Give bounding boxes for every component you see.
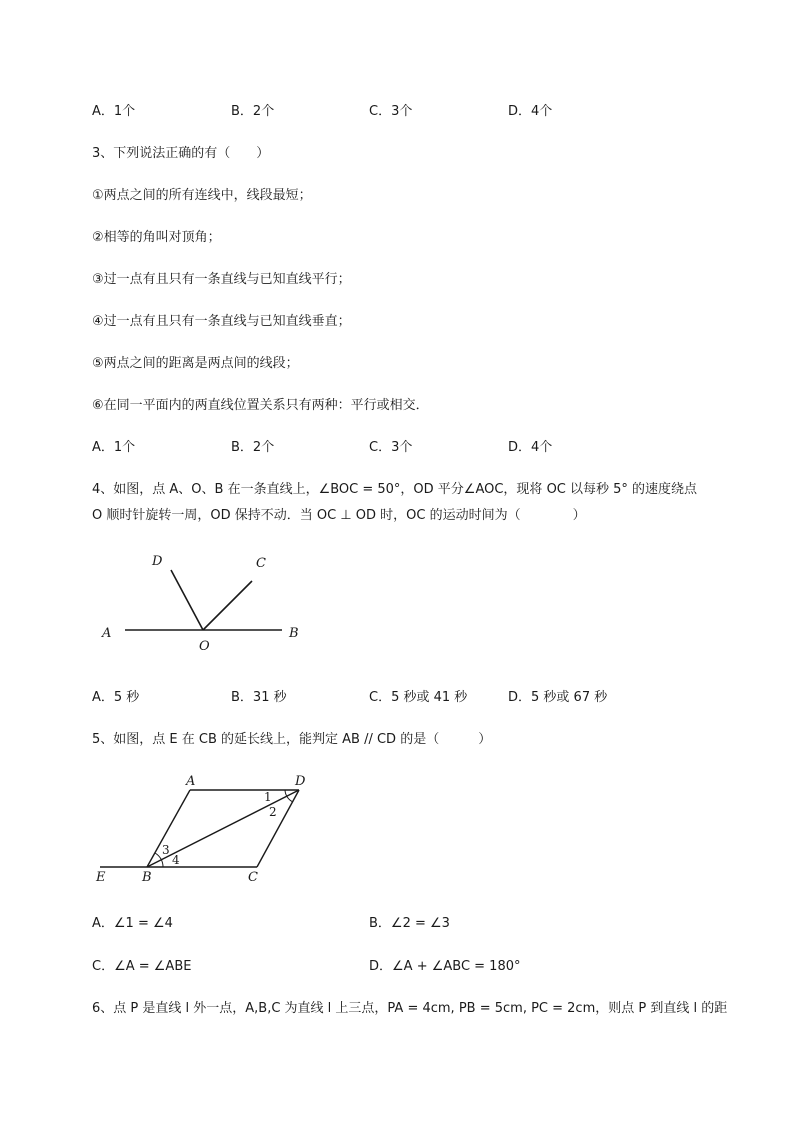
q4-figure [92, 548, 322, 660]
q4-stem-line-2: O 顺时针旋转一周，OD 保持不动．当 OC ⊥ OD 时，OC 的运动时间为（ ） [92, 508, 586, 523]
q4-ray-od [171, 570, 203, 630]
q5-angle-label-3: 3 [162, 843, 170, 857]
q2-option-a: A．1个 [92, 104, 136, 119]
q5-angle-arc-d [285, 790, 293, 802]
q4-stem-line-1: 4、如图，点 A、O、B 在一条直线上，∠BOC = 50°，OD 平分∠AOC，现将 OC 以每秒 5° 的速度绕点 [92, 482, 698, 497]
q3-statement-4: ④过一点有且只有一条直线与已知直线垂直； [92, 314, 351, 329]
q4-option-c: C．5 秒或 41 秒 [369, 690, 468, 705]
q3-statement-1: ①两点之间的所有连线中，线段最短； [92, 188, 312, 203]
q5-stem: 5、如图，点 E 在 CB 的延长线上，能判定 AB // CD 的是（ ） [92, 732, 492, 747]
q4-label-o: O [199, 639, 210, 654]
q5-options-row-2 [92, 955, 732, 975]
q3-stem: 3、下列说法正确的有（ ） [92, 146, 270, 161]
q3-statement-5: ⑤两点之间的距离是两点间的线段； [92, 356, 299, 371]
q5-angle-label-4: 4 [172, 853, 180, 867]
q4-option-d: D．5 秒或 67 秒 [508, 690, 608, 705]
q2-option-b: B．2个 [231, 104, 275, 119]
q5-label-b: B [142, 870, 152, 885]
q3-options [92, 436, 732, 456]
q4-option-a: A．5 秒 [92, 690, 140, 705]
q3-statement-2: ②相等的角叫对顶角； [92, 230, 221, 245]
q2-options [92, 100, 732, 120]
q5-angle-label-2: 2 [269, 805, 277, 819]
q5-option-b: B．∠2 = ∠3 [369, 916, 450, 931]
q4-option-b: B．31 秒 [231, 690, 287, 705]
q2-option-c: C．3个 [369, 104, 413, 119]
q4-label-b: B [289, 626, 299, 641]
q3-option-c: C．3个 [369, 440, 413, 455]
q3-option-a: A．1个 [92, 440, 136, 455]
q5-option-c: C．∠A = ∠ABE [92, 959, 192, 974]
q6-stem-line-1: 6、点 P 是直线 l 外一点，A,B,C 为直线 l 上三点，PA = 4cm, PB = 5cm, PC = 2cm，则点 P 到直线 l 的距 [92, 1001, 728, 1016]
q3-statement-6: ⑥在同一平面内的两直线位置关系只有两种：平行或相交． [92, 398, 429, 413]
q3-statement-3: ③过一点有且只有一条直线与已知直线平行； [92, 272, 351, 287]
q4-label-a: A [102, 626, 112, 641]
q4-label-d: D [152, 554, 163, 569]
q5-figure [92, 768, 322, 888]
q5-diagonal-bd [147, 790, 299, 867]
q3-option-b: B．2个 [231, 440, 275, 455]
q3-option-d: D．4个 [508, 440, 553, 455]
q4-label-c: C [256, 556, 266, 571]
q5-label-a: A [186, 774, 196, 789]
q5-option-a: A．∠1 = ∠4 [92, 916, 173, 931]
q5-label-e: E [96, 870, 106, 885]
q5-option-d: D．∠A + ∠ABC = 180° [369, 959, 521, 974]
q5-options-row-1 [92, 912, 732, 932]
q5-angle-label-1: 1 [264, 790, 272, 804]
q5-label-c: C [248, 870, 258, 885]
q4-ray-oc [203, 581, 252, 630]
q5-label-d: D [295, 774, 306, 789]
q2-option-d: D．4个 [508, 104, 553, 119]
q4-options [92, 686, 732, 706]
